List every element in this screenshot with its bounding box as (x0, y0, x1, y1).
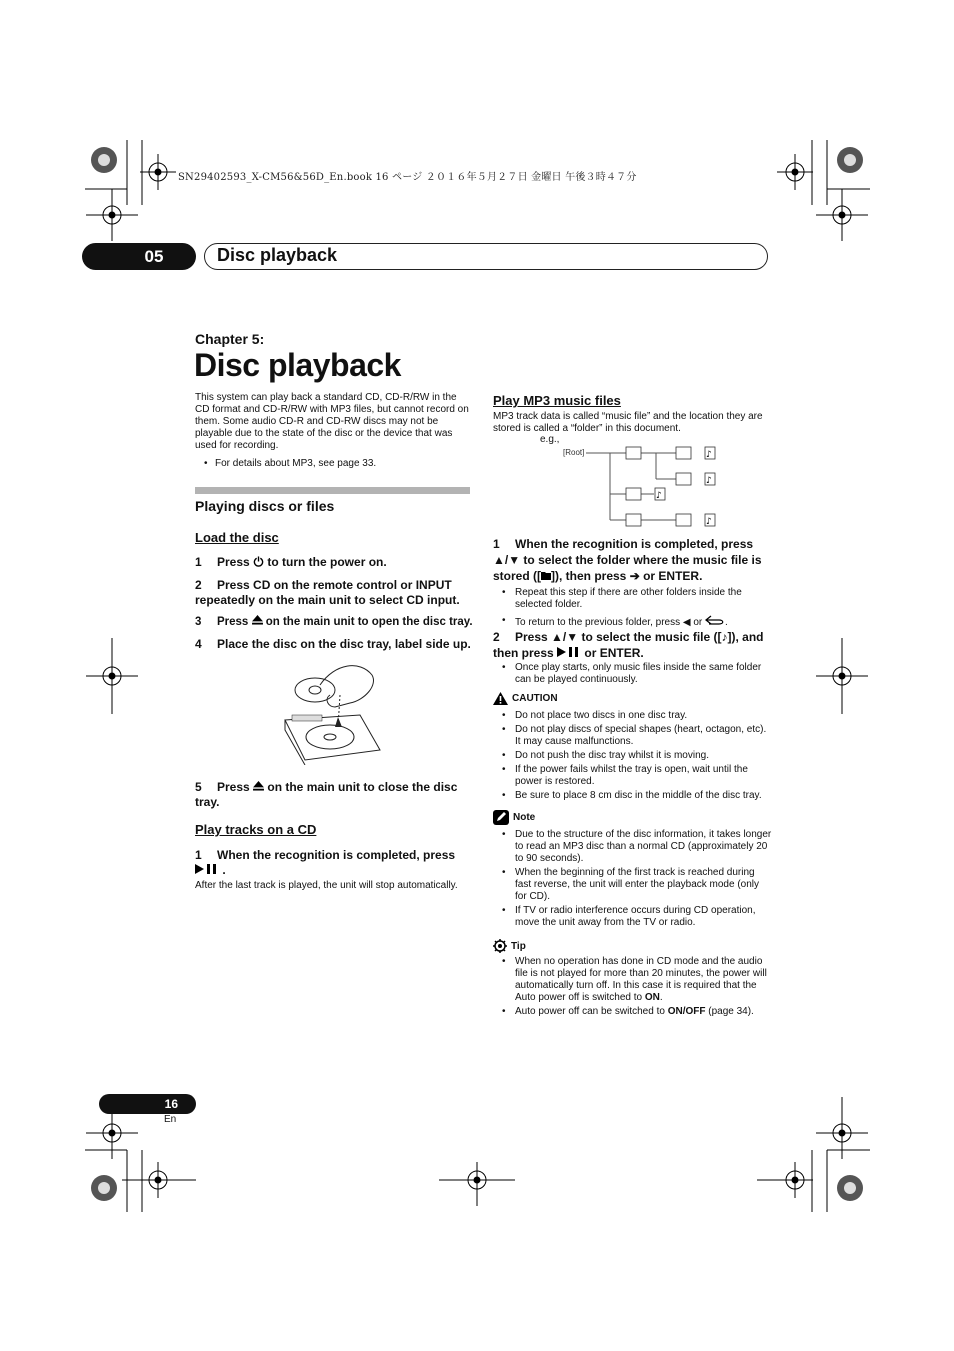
page-language: En (164, 1114, 177, 1125)
mp3-step-2-bullets (493, 658, 768, 686)
caution-list (493, 706, 773, 802)
load-step-5: 5 Press on the main unit to close the disc tray. (195, 780, 458, 809)
music-file-icon: ♪ (721, 630, 728, 644)
tip-heading: Tip (493, 939, 526, 953)
caution-heading: CAUTION (493, 692, 558, 705)
section-divider (195, 487, 470, 494)
caution-icon (493, 692, 508, 705)
list-item: • Do not place two discs in one disc tray. (493, 710, 773, 722)
intro-text: This system can play back a standard CD, CD-R/RW in the CD format and CD-R/RW with MP3 files, but cannot record on them. Some audio CD-R and CD-RW discs may not be playable due to the state of the disc or the device that was used for recording. (195, 392, 469, 451)
eject-icon (253, 781, 264, 791)
eg-label: e.g., (540, 434, 560, 445)
list-item: • Once play starts, only music files inside the same folder can be played continuously. (493, 662, 768, 686)
root-label: [Root] (563, 448, 585, 457)
intro-paragraph (195, 392, 470, 470)
list-item: • To return to the previous folder, press ◀ or . (493, 615, 768, 629)
load-step-1: 1 Press to turn the power on. (195, 555, 387, 569)
note-heading: Note (493, 810, 535, 825)
chapter-number-badge: 05 (82, 243, 196, 270)
eject-icon (252, 615, 263, 625)
disc-tray-illustration (280, 655, 386, 765)
tracks-after-note: After the last track is played, the unit will stop automatically. (195, 880, 458, 891)
list-item: • Do not push the disc tray whilst it is moving. (493, 750, 773, 762)
list-item: • If TV or radio interference occurs during CD operation, move the unit away from the TV or radio. (493, 905, 773, 929)
load-step-3: 3 Press on the main unit to open the disc tray. (195, 616, 473, 628)
svg-text:♪: ♪ (706, 517, 712, 527)
print-header: SN29402593_X-CM56&56D_En.book 16 ページ ２０１６年５月２７日 金曜日 午後３時４７分 (178, 172, 637, 183)
page-number: 16 (99, 1094, 196, 1114)
svg-text:♪: ♪ (706, 450, 712, 460)
tip-icon (493, 939, 507, 953)
list-item: • Due to the structure of the disc information, it takes longer to read an MP3 disc than a normal CD (approximately 20 to 90 seconds). (493, 829, 773, 865)
up-down-arrows-icon: ▲/▼ (551, 630, 579, 644)
note-icon (493, 810, 509, 825)
svg-text:♪: ♪ (656, 491, 662, 501)
tip-list (493, 952, 773, 1018)
list-item: • Auto power off can be switched to ON/OFF (page 34). (493, 1006, 773, 1018)
right-arrow-icon: ➔ (629, 569, 640, 583)
load-step-4: 4 Place the disc on the disc tray, label side up. (195, 637, 471, 651)
intro-bullet: • For details about MP3, see page 33. (195, 458, 470, 470)
list-item: • If the power fails whilst the tray is open, wait until the power is restored. (493, 764, 773, 788)
left-arrow-icon: ◀ (682, 617, 691, 628)
mp3-step-2: 2 Press ▲/▼ to select the music file ([♪]), and then press or ENTER. (493, 630, 764, 660)
mp3-intro: MP3 track data is called “music file” and the location they are stored is called a “folder” in this document. (493, 411, 763, 434)
list-item: • Repeat this step if there are other folders inside the selected folder. (493, 587, 768, 611)
chapter-label: Chapter 5: (195, 331, 265, 347)
folder-tree-diagram (586, 440, 726, 532)
chapter-tab-title: Disc playback (217, 245, 338, 265)
up-down-arrows-icon: ▲/▼ (493, 553, 521, 567)
list-item: • When no operation has done in CD mode and the audio file is not played for more than 20 minutes, the power will automatically turn off. In this case it is required that the Auto power off is switched to ON. (493, 956, 773, 1004)
return-icon (705, 615, 725, 625)
list-item: • Be sure to place 8 cm disc in the middle of the disc tray. (493, 790, 773, 802)
play-pause-icon (557, 647, 581, 657)
play-pause-icon (195, 864, 219, 874)
mp3-step-1-bullets (493, 583, 768, 629)
tracks-step-1: 1 When the recognition is completed, press . (195, 848, 456, 877)
svg-text:♪: ♪ (706, 476, 712, 486)
page-title: Disc playback (194, 347, 401, 383)
folder-icon (541, 570, 551, 580)
subheading-play-tracks: Play tracks on a CD (195, 822, 317, 837)
list-item: • Do not play discs of special shapes (heart, octagon, etc). It may cause malfunctions. (493, 724, 773, 748)
note-list (493, 825, 773, 929)
load-step-2: 2 Press CD on the remote control or INPUT repeatedly on the main unit to select CD input. (195, 578, 460, 607)
subheading-load-disc: Load the disc (195, 530, 279, 545)
section-heading-playing: Playing discs or files (195, 498, 335, 514)
list-item: • When the beginning of the first track is reached during fast reverse, the unit will enter the playback mode (only for CD). (493, 867, 773, 903)
mp3-step-1: 1 When the recognition is completed, press ▲/▼ to select the folder where the music file is stored ([ ]), then press ➔ or ENTER. (493, 537, 762, 583)
subheading-play-mp3: Play MP3 music files (493, 393, 621, 408)
power-icon (253, 556, 264, 567)
